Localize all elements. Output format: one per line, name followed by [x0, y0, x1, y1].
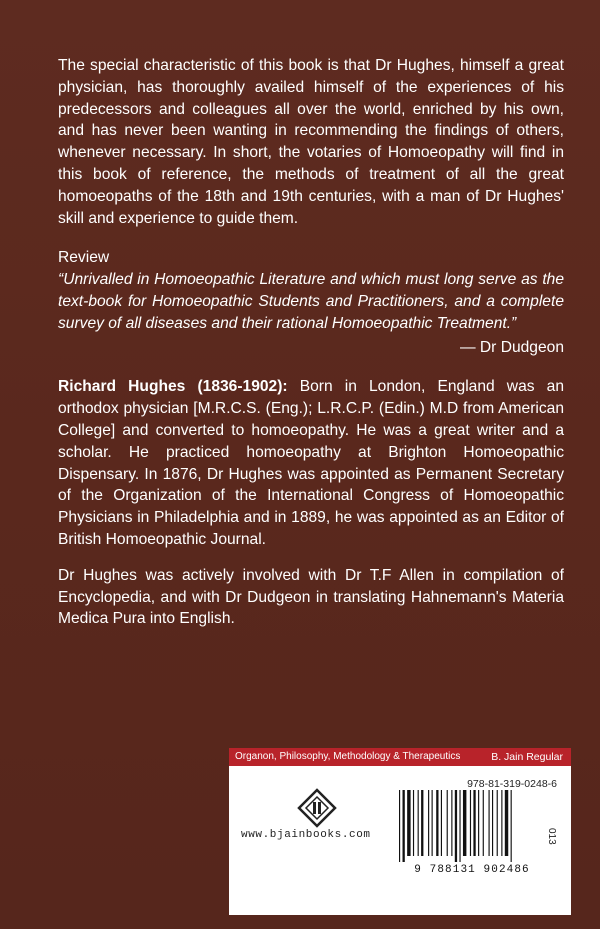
publisher-label — [229, 748, 571, 915]
barcode-bar — [428, 790, 429, 856]
isbn-barcode — [397, 790, 547, 862]
category-text: Organon, Philosophy, Methodology & Therapeutics — [235, 751, 461, 762]
barcode-bar — [432, 790, 433, 856]
publisher-logo-icon — [297, 788, 337, 828]
barcode-bar — [483, 790, 484, 856]
cover-text — [58, 55, 564, 630]
barcode-bar — [451, 790, 452, 856]
author-involvement-paragraph: Dr Hughes was actively involved with Dr T.F Allen in compilation of Encyclopedia, and with Dr Dudgeon in translating Hahnemann's Materia Medica Pura into English. — [58, 566, 564, 628]
isbn-number: 978-81-319-0248-6 — [467, 778, 557, 790]
barcode-bar — [478, 790, 479, 856]
series-tag: B. Jain Regular — [491, 751, 563, 763]
barcode-bar — [421, 790, 423, 856]
barcode-bar — [492, 790, 493, 856]
barcode-bar — [407, 790, 410, 856]
barcode-bar — [459, 790, 460, 862]
publisher-website: www.bjainbooks.com — [241, 829, 371, 841]
barcode-bar — [403, 790, 405, 862]
category-bar — [229, 748, 571, 766]
side-code: 013 — [546, 828, 557, 845]
review-quote: “Unrivalled in Homoeopathic Literature and which must long serve as the text-book for Homoeopathic Students and Practitioners, and a complete survey of all diseases and their rational Homoeopathic Treatment.” — [58, 271, 564, 332]
barcode-bar — [418, 790, 419, 856]
barcode-bar — [505, 790, 508, 856]
author-bio-text: Born in London, England was an orthodox physician [M.R.C.S. (Eng.); L.R.C.P. (Edin.) M.D from American College] and converted to homoeopathy. He was a great writer and a scholar. He practiced homoeopathy at Brighton Homoeopathic Dispensary. In 1876, Dr Hughes was appointed as Permanent Secretary of the Organization of the International Congress of Homoeopathic Physicians in Philadelphia and in 1889, he was appointed as an Editor of British Homoeopathic Journal. — [58, 378, 564, 548]
author-name: Richard Hughes (1836-1902): — [58, 378, 288, 396]
description-paragraph: The special characteristic of this book is that Dr Hughes, himself a great physician, has thoroughly availed himself of the experiences of his predecessors and colleagues all over the world, enriched by his own, and has never been wanting in recommending the findings of others, whenever necessary. In short, the votaries of Homoeopathy will find in this book of reference, the methods of treatment of all the great homoeopaths of the 18th and 19th centuries, with a man of Dr Hughes' skill and experience to guide them. — [58, 57, 564, 227]
barcode-bar — [463, 790, 466, 856]
barcode-bar — [441, 790, 442, 856]
author-bio — [58, 376, 564, 550]
barcode-bar — [501, 790, 502, 856]
barcode-bar — [455, 790, 457, 862]
barcode-bar — [473, 790, 475, 856]
barcode-digits: 9 788131 902486 — [414, 864, 530, 876]
barcode-bar — [413, 790, 414, 856]
review-heading: Review — [58, 249, 110, 267]
barcode-bar — [497, 790, 498, 856]
barcode-bar — [511, 790, 512, 862]
barcode-bar — [436, 790, 438, 856]
barcode-bar — [470, 790, 471, 856]
review-attribution: — Dr Dudgeon — [459, 338, 564, 356]
barcode-bar — [447, 790, 448, 856]
barcode-bar — [399, 790, 400, 862]
barcode-bar — [489, 790, 490, 856]
